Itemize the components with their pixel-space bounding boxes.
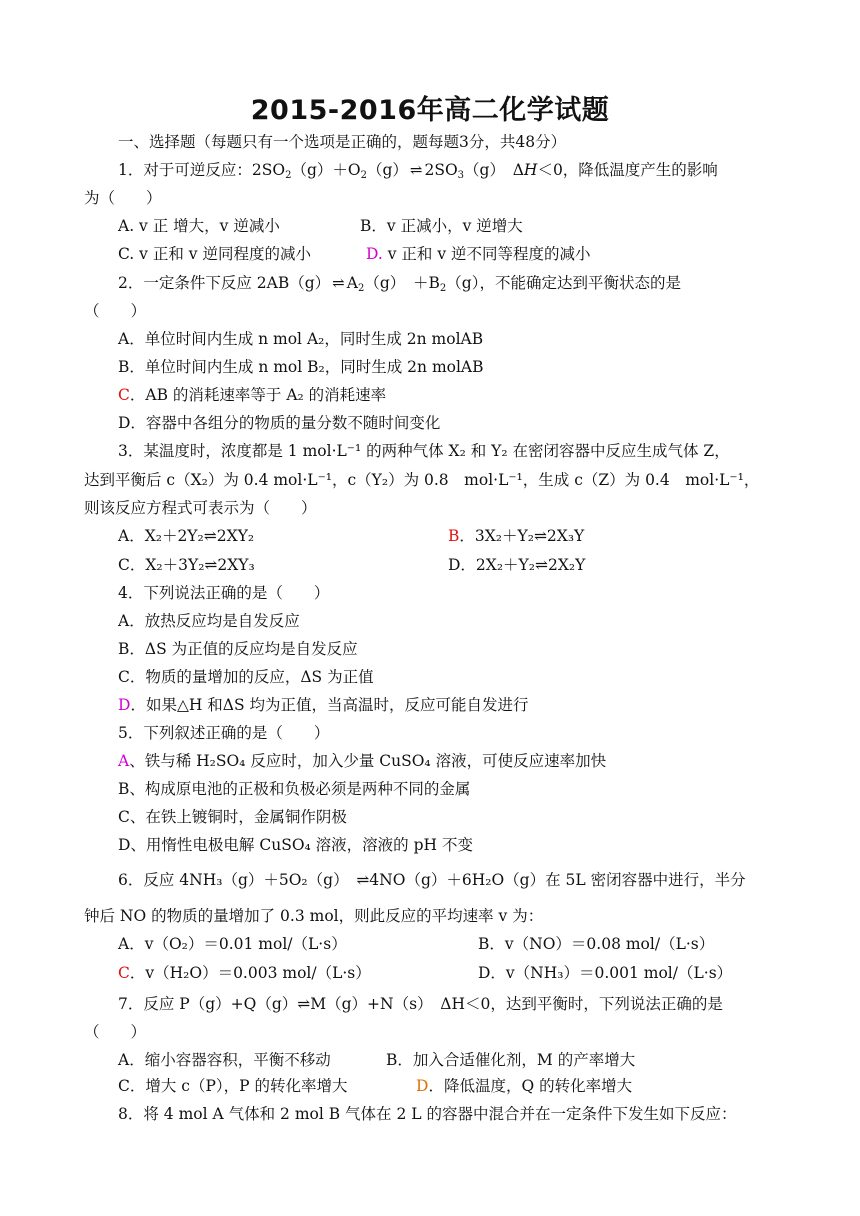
q7-option-a: A．缩小容器容积，平衡不移动 — [118, 1051, 331, 1069]
q2-stem-cont: （ ） — [84, 302, 147, 320]
q3-option-c: C．X₂＋3Y₂⇌2XY₃ — [118, 556, 255, 574]
q3-stem-line1: 3．某温度时，浓度都是 1 mol·L⁻¹ 的两种气体 X₂ 和 Y₂ 在密闭容器中反应生成气体 Z， — [118, 442, 730, 460]
q8-stem-line1: 8．将 4 mol A 气体和 2 mol B 气体在 2 L 的容器中混合并在一定条件下发生如下反应： — [118, 1105, 737, 1123]
equilibrium-arrow-icon: ⇌ — [332, 274, 345, 292]
q6-option-b: B．v（NO）＝0.08 mol/（L·s） — [478, 935, 715, 953]
q4-option-c: C．物质的量增加的反应，ΔS 为正值 — [118, 668, 374, 686]
q1-stem-cont: 为（ ） — [84, 189, 162, 207]
q1-option-a: A. v 正 增大，v 逆减小 — [118, 217, 280, 235]
equilibrium-arrow-icon: ⇌ — [409, 161, 423, 179]
q6-stem-line2: 钟后 NO 的物质的量增加了 0.3 mol，则此反应的平均速率 v 为： — [84, 907, 544, 925]
q4-option-d: D．如果△H 和ΔS 均为正值，当高温时，反应可能自发进行 — [118, 696, 529, 714]
q7-option-b: B．加入合适催化剂，M 的产率增大 — [386, 1051, 636, 1069]
q5-option-a: A、铁与稀 H₂SO₄ 反应时，加入少量 CuSO₄ 溶液，可使反应速率加快 — [118, 752, 607, 770]
q2-option-c: C．AB 的消耗速率等于 A₂ 的消耗速率 — [118, 386, 387, 404]
q4-option-b: B．ΔS 为正值的反应均是自发反应 — [118, 640, 358, 658]
q7-stem-line1: 7．反应 P（g）+Q（g）⇌M（g）+N（s） ΔH＜0，达到平衡时，下列说法正确的是 — [118, 995, 723, 1013]
q2-option-a: A．单位时间内生成 n mol A₂，同时生成 2n molAB — [118, 330, 484, 348]
answer-mark: B — [448, 527, 460, 545]
q1-option-c: C. v 正和 v 逆同程度的减小 — [118, 245, 311, 263]
q2-stem: 2．一定条件下反应 2AB（g） ⇌ $A_2(g)$ $+B_2(g)$，不能确定达到平衡状态的是 — [118, 274, 681, 294]
page-title: 2015-2016年高二化学试题 — [250, 95, 610, 126]
q5-option-d: D、用惰性电极电解 CuSO₄ 溶液，溶液的 pH 不变 — [118, 836, 473, 854]
answer-mark: D — [416, 1077, 429, 1095]
answer-mark: A — [118, 752, 130, 770]
q2-option-b: B．单位时间内生成 n mol B₂，同时生成 2n molAB — [118, 358, 484, 376]
q5-stem: 5．下列叙述正确的是（ ） — [118, 724, 330, 742]
q3-option-a: A．X₂＋2Y₂⇌2XY₂ — [118, 527, 255, 545]
q5-option-c: C、在铁上镀铜时，金属铜作阴极 — [118, 808, 347, 826]
q1-option-d: D. v 正和 v 逆不同等程度的减小 — [366, 245, 591, 263]
q1-stem: 1．对于可逆反应：$2SO_2(g)+O_2(g)$ ⇌ $2SO_3(g)$ ΔH＜0，降低温度产生的影响 — [118, 161, 718, 181]
q1-option-b: B．v 正减小，v 逆增大 — [360, 217, 523, 235]
q5-option-b: B、构成原电池的正极和负极必须是两种不同的金属 — [118, 780, 471, 798]
q7-option-c: C．增大 c（P），P 的转化率增大 — [118, 1077, 348, 1095]
q3-stem-line2: 达到平衡后 c（X₂）为 0.4 mol·L⁻¹，c（Y₂）为 0.8 mol·L⁻¹，生成 c（Z）为 0.4 mol·L⁻¹， — [84, 471, 760, 489]
q6-option-d: D．v（NH₃）＝0.001 mol/（L·s） — [478, 964, 733, 982]
q3-option-d: D．2X₂＋Y₂⇌2X₂Y — [448, 556, 586, 574]
q3-stem-line3: 则该反应方程式可表示为（ ） — [84, 499, 317, 517]
q7-option-d: D．降低温度，Q 的转化率增大 — [416, 1077, 633, 1095]
q4-stem: 4．下列说法正确的是（ ） — [118, 584, 330, 602]
q4-option-a: A．放热反应均是自发反应 — [118, 612, 300, 630]
q2-option-d: D．容器中各组分的物质的量分数不随时间变化 — [118, 414, 441, 432]
answer-mark: C — [118, 964, 130, 982]
answer-mark: C — [118, 386, 130, 404]
q6-option-a: A．v（O₂）＝0.01 mol/（L·s） — [118, 935, 347, 953]
section-heading: 一、选择题（每题只有一个选项是正确的，题每题3分，共48分） — [118, 133, 567, 151]
q7-stem-line2: （ ） — [84, 1023, 147, 1041]
q6-option-c: C．v（H₂O）＝0.003 mol/（L·s） — [118, 964, 371, 982]
answer-mark: D — [118, 696, 131, 714]
q6-stem-line1: 6．反应 4NH₃（g）＋5O₂（g） ⇌4NO（g）＋6H₂O（g）在 5L 密闭容器中进行，半分 — [118, 871, 746, 889]
answer-mark: D. — [366, 245, 383, 263]
q3-option-b: B．3X₂＋Y₂⇌2X₃Y — [448, 527, 585, 545]
